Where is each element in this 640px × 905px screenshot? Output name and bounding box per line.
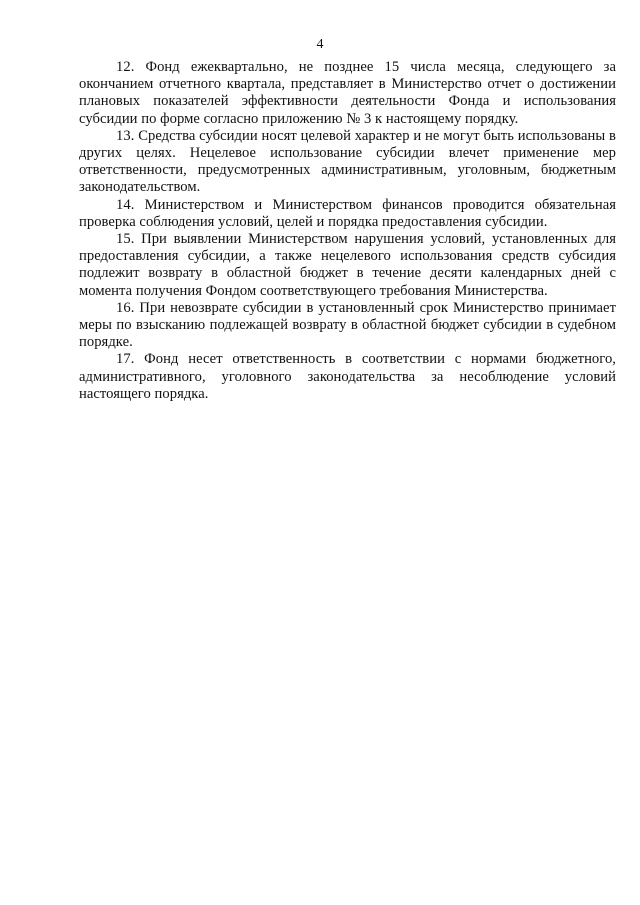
- paragraph-15: 15. При выявлении Министерством нарушения условий, установленных для предоставления субсидии, а также нецелевого использования средств субсидия подлежит возврату в областной бюджет в течение десяти календарных дней с момента получения Фондом соответствующего требования Министерства.: [79, 231, 616, 299]
- page-number: 4: [316, 37, 324, 52]
- document-body: [79, 59, 616, 403]
- paragraph-16: 16. При невозврате субсидии в установленный срок Министерство принимает меры по взысканию подлежащей возврату в областной бюджет субсидии в судебном порядке.: [79, 299, 616, 351]
- paragraph-17: 17. Фонд несет ответственность в соответствии с нормами бюджетного, административного, уголовного законодательства за несоблюдение условий настоящего порядка.: [79, 351, 616, 402]
- paragraph-12: 12. Фонд ежеквартально, не позднее 15 числа месяца, следующего за окончанием отчетного квартала, представляет в Министерство отчет о достижении плановых показателей эффективности деятельности Фонда и использования субсидии по форме согласно приложению № 3 к настоящему порядку.: [79, 59, 616, 127]
- paragraph-13: 13. Средства субсидии носят целевой характер и не могут быть использованы в других целях. Нецелевое использование субсидии влечет применение мер ответственности, предусмотренных административным, уголовным, бюджетным законодательством.: [79, 127, 616, 196]
- paragraph-14: 14. Министерством и Министерством финансов проводится обязательная проверка соблюдения условий, целей и порядка предоставления субсидии.: [79, 196, 616, 230]
